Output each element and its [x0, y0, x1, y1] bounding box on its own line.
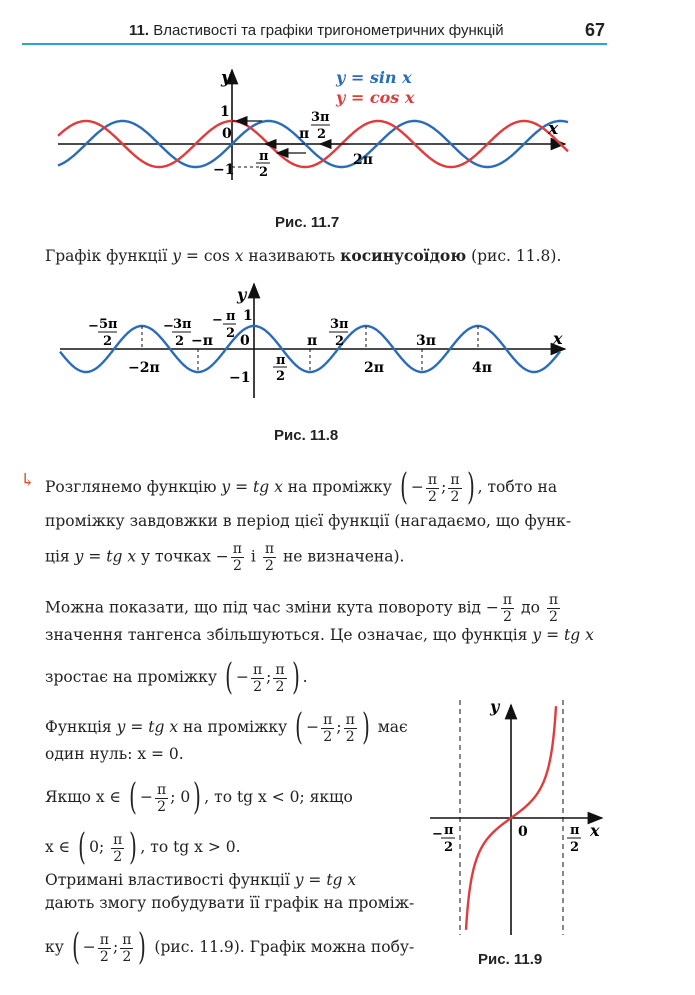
right-paren: ) [361, 707, 370, 748]
frac-den: 2 [99, 948, 109, 965]
text-segment: Розглянемо функцію [45, 478, 222, 496]
tick-minus-pi2-sign: − [212, 313, 223, 328]
frac-num: π [232, 541, 242, 557]
tick-minus-pi2-sign: − [432, 827, 443, 842]
figure-11-7-caption: Рис. 11.7 [275, 214, 340, 231]
math-expr: y = tg x [532, 626, 594, 644]
tick-one: 1 [243, 308, 253, 324]
tick-minus-pi: −π [191, 333, 213, 349]
text-segment: , то tg x > 0. [140, 838, 241, 856]
legend-sin: y = sin x [336, 68, 412, 87]
tick-2pi: 2π [364, 360, 384, 376]
x-label: x [553, 329, 563, 348]
x-label: x [548, 119, 559, 139]
para3-line2: один нуль: x = 0. [45, 745, 184, 763]
tick-pi2-den: 2 [570, 840, 580, 855]
tick-minus-one: −1 [213, 162, 235, 178]
para4-line3: ку ( − $\frac{\pi}{2}$ ; $\frac{\pi}{2}$ ) (рис. 11.9). Графік можна побу- [45, 927, 415, 968]
frac-num: π [502, 592, 513, 608]
left-paren: ( [78, 827, 86, 868]
tick-minus-5pi2-den: 2 [103, 334, 113, 349]
bookmark-icon: ↳ [20, 470, 36, 491]
tick-pi: π [307, 333, 318, 349]
text-segment: на проміжку [282, 478, 397, 496]
legend-cos: y = cos x [336, 88, 415, 107]
tick-minus-3pi2-num: 3π [173, 317, 192, 332]
para1-line2: проміжку завдовжки в період цієї функції (нагадаємо, що функ- [45, 512, 572, 530]
text-segment: (рис. 11.9). Графік можна побу- [149, 938, 415, 956]
text-segment: Графік функції [45, 247, 173, 265]
tick-3pi2-num: 3π [330, 317, 349, 332]
y-label: y [237, 285, 247, 304]
frac-num: π [548, 592, 559, 608]
left-paren: ( [129, 777, 137, 818]
text-segment: , тобто на [477, 478, 558, 496]
frac-den: 2 [323, 728, 333, 745]
frac-den: 2 [450, 488, 460, 505]
text-segment: на проміжку [178, 718, 293, 736]
math-var: x [234, 247, 244, 265]
text-segment: ; 0 [170, 788, 191, 806]
text-segment: Можна показати, що під час зміни кута повороту від [45, 598, 486, 617]
tick-pi: π [299, 126, 310, 142]
tick-3pi2-num: 3π [311, 110, 330, 125]
right-paren: ) [129, 827, 138, 868]
frac-den: 2 [157, 798, 167, 815]
tick-minus-5pi2-num: 5π [99, 317, 118, 332]
text-segment: зростає на проміжку [45, 668, 222, 686]
para4-line2: дають змогу побудувати її графік на проміж- [45, 894, 415, 912]
chapter-title: Властивості та графіки тригонометричних функцій [153, 22, 504, 39]
left-paren: ( [225, 657, 233, 698]
frac-den: 2 [345, 728, 355, 745]
left-paren: ( [400, 467, 408, 508]
text-segment: , то tg x < 0; якщо [204, 788, 353, 806]
text-segment: = cos [180, 247, 235, 265]
frac-num: π [427, 471, 438, 488]
frac-num: π [99, 931, 109, 948]
tick-minus-3pi2-sign: − [163, 319, 174, 334]
frac-num: π [157, 781, 167, 798]
frac-num: π [275, 661, 285, 678]
text-segment: до [516, 598, 545, 617]
right-paren: ) [193, 777, 202, 818]
right-paren: ) [291, 657, 300, 698]
math-expr: y = tg x [116, 718, 179, 736]
tick-3pi: 3π [416, 333, 436, 349]
frac-num: π [345, 711, 355, 728]
math-sign: − [235, 668, 249, 686]
text-segment: має [372, 718, 408, 736]
tick-3pi2-den: 2 [335, 334, 345, 349]
para1-line1: Розглянемо функцію y = tg x на проміжку ( − $\frac{\pi}{2}$ ; $\frac{\pi}{2}$ ) , тобто на [45, 467, 558, 508]
tick-3pi2-den: 2 [317, 127, 327, 142]
tick-pi2-den: 2 [259, 165, 269, 180]
text-segment: називають [243, 247, 341, 265]
text-segment: Функція [45, 718, 117, 736]
math-sign: − [485, 598, 499, 617]
page-number: 67 [585, 20, 606, 40]
frac-num: π [122, 931, 132, 948]
left-paren: ( [71, 927, 80, 968]
tick-minus-5pi2-sign: − [88, 319, 99, 334]
figure-11-9-caption: Рис. 11.9 [478, 951, 543, 968]
y-label: y [490, 697, 500, 716]
text-segment: Отримані властивості функції [45, 871, 295, 889]
text-segment: ція [45, 547, 75, 566]
tick-minus-one: −1 [229, 370, 251, 386]
tick-pi2-num: π [570, 823, 580, 838]
tick-2pi: 2π [353, 152, 373, 168]
origin: 0 [222, 126, 232, 142]
frac-den: 2 [113, 848, 123, 865]
frac-num: π [113, 831, 123, 848]
frac-num: π [252, 661, 263, 678]
right-paren: ) [138, 927, 147, 968]
left-paren: ( [295, 707, 303, 748]
text-segment: (рис. 11.8). [466, 247, 562, 265]
math-sign: − [306, 718, 320, 736]
tick-4pi: 4π [472, 360, 492, 376]
tick-minus-pi2-den: 2 [444, 840, 454, 855]
figure-11-8-caption: Рис. 11.8 [274, 427, 339, 444]
chapter-number: 11. [129, 22, 150, 39]
math-expr: y = tg x [74, 547, 137, 566]
frac-num: π [450, 471, 460, 488]
text-segment: у точках [136, 547, 216, 566]
tick-minus-pi2-num: π [226, 309, 236, 324]
origin: 0 [240, 333, 250, 349]
text-segment: 0; [89, 838, 110, 856]
frac-den: 2 [428, 488, 437, 505]
term-cosinusoid: косинусоїдою [340, 246, 467, 265]
right-paren: ) [466, 467, 475, 508]
text-segment: не визначена). [278, 547, 405, 566]
text-segment: і [246, 547, 261, 566]
frac-den: 2 [253, 678, 263, 695]
tick-minus-pi2-num: π [444, 823, 454, 838]
tick-one: 1 [220, 104, 230, 120]
tick-pi2-num: π [259, 149, 269, 164]
text-segment: ку [45, 938, 69, 956]
math-expr: y = tg x [294, 871, 357, 889]
math-expr: y = tg x [221, 478, 283, 496]
text-segment: значення тангенса збільшуються. Це означає, що функція [45, 626, 533, 644]
tick-minus-pi2-den: 2 [226, 326, 236, 341]
math-sign: − [82, 938, 96, 956]
x-label: x [590, 821, 600, 840]
para3-line1: Функція y = tg x на проміжку ( − $\frac{\pi}{2}$ ; $\frac{\pi}{2}$ ) має [45, 707, 408, 748]
frac-den: 2 [503, 609, 512, 625]
text-segment: x ∈ [45, 838, 76, 856]
frac-den: 2 [232, 558, 242, 574]
frac-den: 2 [122, 948, 132, 965]
frac-num: π [264, 541, 275, 557]
y-label: y [221, 68, 231, 88]
math-sign: − [410, 478, 424, 496]
frac-den: 2 [264, 558, 274, 574]
tick-minus-2pi: −2π [128, 360, 160, 376]
frac-den: 2 [548, 609, 558, 625]
origin: 0 [518, 824, 528, 840]
para2-line3: зростає на проміжку ( − $\frac{\pi}{2}$ ; $\frac{\pi}{2}$ ) . [45, 657, 308, 698]
text-segment: . [302, 668, 308, 686]
frac-num: π [323, 711, 333, 728]
math-var: y [172, 247, 181, 265]
tick-minus-3pi2-den: 2 [175, 334, 185, 349]
frac-den: 2 [275, 678, 285, 695]
math-sign: − [215, 547, 229, 566]
tick-pi2-num: π [276, 353, 286, 368]
text-segment: Якщо x ∈ [45, 788, 126, 806]
math-sign: − [140, 788, 153, 806]
tick-pi2-den: 2 [276, 369, 286, 384]
